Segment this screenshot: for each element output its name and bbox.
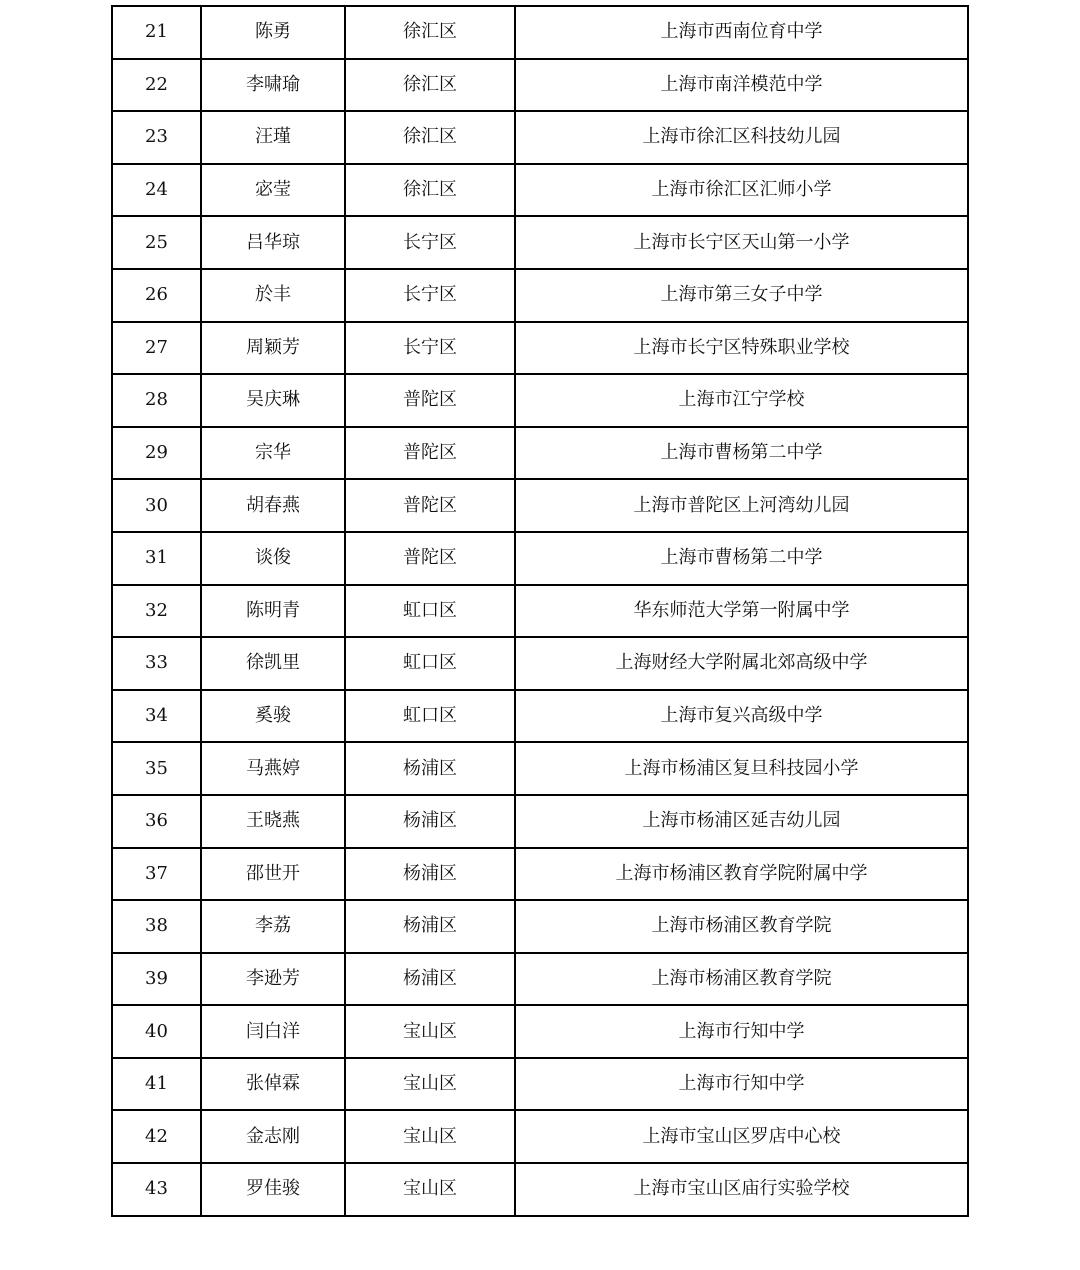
table-row	[112, 637, 968, 690]
table-row	[112, 1005, 968, 1058]
row-number-cell: 35	[112, 742, 201, 795]
school-cell: 上海市曹杨第二中学	[515, 532, 968, 585]
row-number-cell: 29	[112, 427, 201, 480]
row-number-cell: 25	[112, 216, 201, 269]
school-cell: 上海市徐汇区汇师小学	[515, 164, 968, 217]
school-cell: 上海市复兴高级中学	[515, 690, 968, 743]
school-cell: 上海市曹杨第二中学	[515, 427, 968, 480]
roster-table	[111, 5, 969, 1217]
district-cell: 杨浦区	[345, 953, 515, 1006]
person-name-cell: 陈明青	[201, 585, 345, 638]
person-name-cell: 罗佳骏	[201, 1163, 345, 1216]
table-row	[112, 742, 968, 795]
district-cell: 杨浦区	[345, 900, 515, 953]
table-row	[112, 479, 968, 532]
row-number-cell: 43	[112, 1163, 201, 1216]
row-number-cell: 39	[112, 953, 201, 1006]
person-name-cell: 马燕婷	[201, 742, 345, 795]
district-cell: 虹口区	[345, 690, 515, 743]
table-row	[112, 111, 968, 164]
row-number-cell: 31	[112, 532, 201, 585]
district-cell: 徐汇区	[345, 111, 515, 164]
row-number-cell: 27	[112, 322, 201, 375]
row-number-cell: 36	[112, 795, 201, 848]
school-cell: 上海市行知中学	[515, 1058, 968, 1111]
district-cell: 长宁区	[345, 269, 515, 322]
row-number-cell: 34	[112, 690, 201, 743]
person-name-cell: 李荔	[201, 900, 345, 953]
district-cell: 虹口区	[345, 637, 515, 690]
district-cell: 普陀区	[345, 532, 515, 585]
table-row	[112, 585, 968, 638]
person-name-cell: 周颖芳	[201, 322, 345, 375]
school-cell: 上海市第三女子中学	[515, 269, 968, 322]
school-cell: 华东师范大学第一附属中学	[515, 585, 968, 638]
school-cell: 上海市长宁区天山第一小学	[515, 216, 968, 269]
table-row	[112, 795, 968, 848]
school-cell: 上海市杨浦区教育学院附属中学	[515, 848, 968, 901]
row-number-cell: 33	[112, 637, 201, 690]
row-number-cell: 38	[112, 900, 201, 953]
person-name-cell: 谈俊	[201, 532, 345, 585]
school-cell: 上海市西南位育中学	[515, 6, 968, 59]
row-number-cell: 28	[112, 374, 201, 427]
table-row	[112, 1163, 968, 1216]
table-row	[112, 216, 968, 269]
district-cell: 宝山区	[345, 1110, 515, 1163]
person-name-cell: 李啸瑜	[201, 59, 345, 112]
school-cell: 上海市宝山区庙行实验学校	[515, 1163, 968, 1216]
table-row	[112, 164, 968, 217]
district-cell: 杨浦区	[345, 795, 515, 848]
school-cell: 上海市宝山区罗店中心校	[515, 1110, 968, 1163]
table-row	[112, 322, 968, 375]
person-name-cell: 奚骏	[201, 690, 345, 743]
row-number-cell: 22	[112, 59, 201, 112]
person-name-cell: 吴庆琳	[201, 374, 345, 427]
school-cell: 上海市南洋模范中学	[515, 59, 968, 112]
row-number-cell: 42	[112, 1110, 201, 1163]
roster-table-body	[112, 6, 968, 1216]
table-row	[112, 6, 968, 59]
person-name-cell: 胡春燕	[201, 479, 345, 532]
person-name-cell: 陈勇	[201, 6, 345, 59]
district-cell: 徐汇区	[345, 164, 515, 217]
table-row	[112, 953, 968, 1006]
person-name-cell: 徐凯里	[201, 637, 345, 690]
table-row	[112, 427, 968, 480]
person-name-cell: 宗华	[201, 427, 345, 480]
school-cell: 上海市普陀区上河湾幼儿园	[515, 479, 968, 532]
row-number-cell: 40	[112, 1005, 201, 1058]
school-cell: 上海市杨浦区教育学院	[515, 900, 968, 953]
school-cell: 上海市杨浦区教育学院	[515, 953, 968, 1006]
row-number-cell: 21	[112, 6, 201, 59]
district-cell: 长宁区	[345, 216, 515, 269]
school-cell: 上海市杨浦区复旦科技园小学	[515, 742, 968, 795]
row-number-cell: 37	[112, 848, 201, 901]
table-row	[112, 1058, 968, 1111]
district-cell: 徐汇区	[345, 6, 515, 59]
row-number-cell: 32	[112, 585, 201, 638]
person-name-cell: 邵世开	[201, 848, 345, 901]
person-name-cell: 王晓燕	[201, 795, 345, 848]
row-number-cell: 23	[112, 111, 201, 164]
person-name-cell: 张倬霖	[201, 1058, 345, 1111]
person-name-cell: 李逊芳	[201, 953, 345, 1006]
table-row	[112, 59, 968, 112]
row-number-cell: 30	[112, 479, 201, 532]
table-row	[112, 532, 968, 585]
table-row	[112, 848, 968, 901]
school-cell: 上海财经大学附属北郊高级中学	[515, 637, 968, 690]
district-cell: 普陀区	[345, 479, 515, 532]
table-row	[112, 900, 968, 953]
row-number-cell: 26	[112, 269, 201, 322]
school-cell: 上海市长宁区特殊职业学校	[515, 322, 968, 375]
person-name-cell: 吕华琼	[201, 216, 345, 269]
district-cell: 杨浦区	[345, 848, 515, 901]
table-row	[112, 269, 968, 322]
row-number-cell: 24	[112, 164, 201, 217]
district-cell: 宝山区	[345, 1058, 515, 1111]
table-row	[112, 690, 968, 743]
person-name-cell: 闫白洋	[201, 1005, 345, 1058]
district-cell: 普陀区	[345, 427, 515, 480]
district-cell: 杨浦区	[345, 742, 515, 795]
table-row	[112, 374, 968, 427]
person-name-cell: 於丰	[201, 269, 345, 322]
district-cell: 普陀区	[345, 374, 515, 427]
school-cell: 上海市行知中学	[515, 1005, 968, 1058]
person-name-cell: 金志刚	[201, 1110, 345, 1163]
district-cell: 长宁区	[345, 322, 515, 375]
person-name-cell: 汪瑾	[201, 111, 345, 164]
district-cell: 宝山区	[345, 1005, 515, 1058]
school-cell: 上海市杨浦区延吉幼儿园	[515, 795, 968, 848]
school-cell: 上海市江宁学校	[515, 374, 968, 427]
district-cell: 徐汇区	[345, 59, 515, 112]
district-cell: 虹口区	[345, 585, 515, 638]
table-row	[112, 1110, 968, 1163]
row-number-cell: 41	[112, 1058, 201, 1111]
person-name-cell: 宓莹	[201, 164, 345, 217]
school-cell: 上海市徐汇区科技幼儿园	[515, 111, 968, 164]
district-cell: 宝山区	[345, 1163, 515, 1216]
